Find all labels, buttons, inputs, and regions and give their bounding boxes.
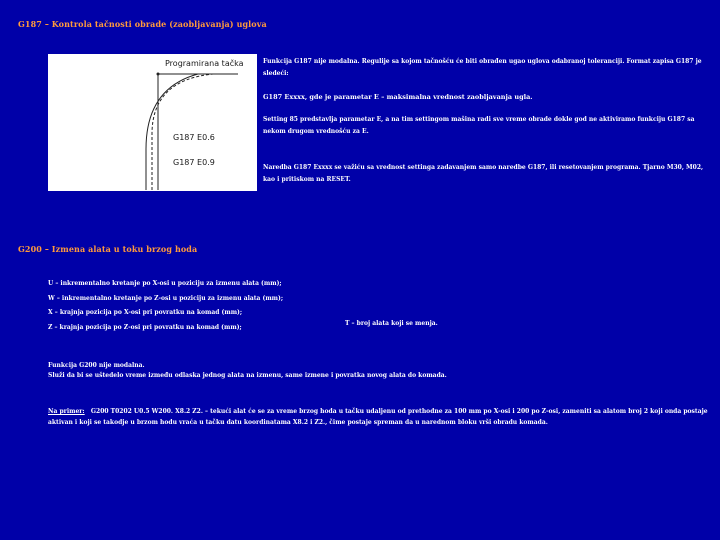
rounded-path-e06 bbox=[152, 74, 213, 190]
t-parameter-note: T – broj alata koji se menja. bbox=[345, 320, 438, 327]
g187-format: G187 Exxxx, gde je parametar E – maksimalna vrednost zaobljavanja ugla. bbox=[263, 93, 533, 101]
g200-description bbox=[48, 361, 708, 381]
figure-label-programmed-point: Programirana tačka bbox=[165, 59, 244, 68]
g200-purpose: Služi da bi se uštedelo vreme između odlaska jednog alata na izmenu, same izmene i povratka novog alata do komada. bbox=[48, 372, 447, 379]
corner-path-diagram bbox=[48, 54, 257, 191]
g200-modal-note: Funkcija G200 nije modalna. bbox=[48, 362, 145, 369]
example-label: Na primer: bbox=[48, 408, 85, 415]
g187-setting-note: Setting 85 predstavlja parametar E, a na tim settingom mašina radi sve vreme obrade dokle god ne aktiviramo funkciju G187 sa nekom drugom vrednošću za E. bbox=[263, 116, 695, 135]
figure-label-e06: G187 E0.6 bbox=[173, 133, 215, 142]
programmed-point-marker bbox=[157, 73, 160, 76]
list-item: U – inkrementalno kretanje po X-osi u poziciju za izmenu alata (mm); bbox=[48, 280, 282, 287]
rounded-path-e09 bbox=[146, 74, 198, 190]
figure-label-e09: G187 E0.9 bbox=[173, 158, 215, 167]
example-text: G200 T0202 U0.5 W200. X8.2 Z2. – tekući alat će se za vreme brzog hoda u tačku udaljenu od prethodne za 100 mm po X-osi i 200 po Z-osi, zameniti sa alatom broj 2 koji onda postaje aktivan i koji se takodje u brzom hodu vraća u tačku datu koordinatama X8.2 i Z2., čime postaje spreman da u narednom bloku vrši obradu komada. bbox=[48, 408, 708, 426]
list-item: W – inkrementalno kretanje po Z-osi u poziciju za izmenu alata (mm); bbox=[48, 294, 284, 302]
list-item: Z – krajnja pozicija po Z-osi pri povratku na komad (mm); bbox=[48, 323, 242, 331]
g187-description: Funkcija G187 nije modalna. Regulije sa kojom tačnošću će biti obrađen ugao uglova odabranoj toleranciji. Format zapisa G187 je sledeći: bbox=[263, 58, 702, 77]
g200-example bbox=[48, 407, 716, 428]
section1-title: G187 – Kontrola tačnosti obrade (zaobljavanja) uglova bbox=[18, 19, 267, 29]
corner-rounding-figure bbox=[48, 54, 257, 191]
list-item: X – krajnja pozicija po X-osi pri povratku na komad (mm); bbox=[48, 309, 243, 317]
section2-title: G200 – Izmena alata u toku brzog hoda bbox=[18, 244, 198, 254]
g187-cancel-note: Naredba G187 Exxxx se važiću sa vrednost settinga zadavanjem samo naredbe G187, ili resetovanjem programa. Tjarno M30, M02, kao i pritiskom na RESET. bbox=[263, 164, 704, 183]
